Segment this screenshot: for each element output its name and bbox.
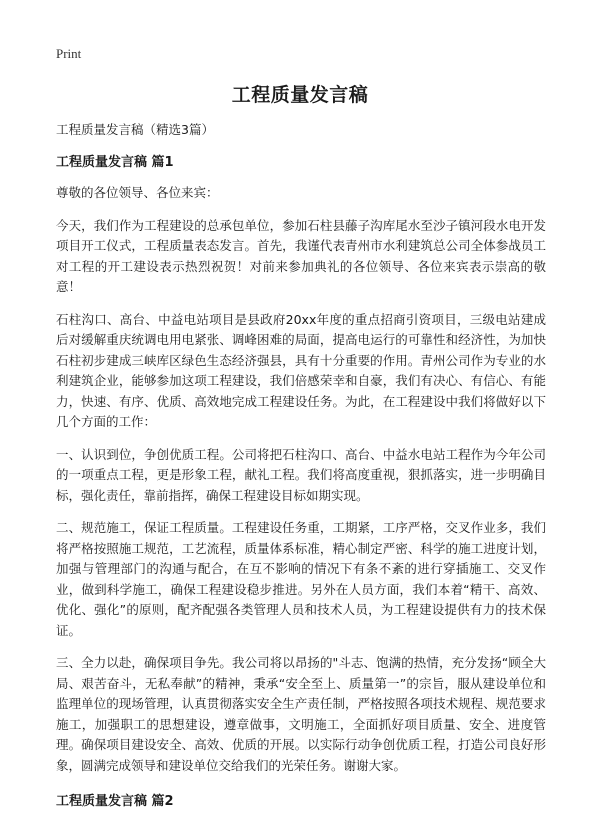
section-heading-2: 工程质量发言稿 篇2	[56, 794, 174, 809]
print-link[interactable]: Print	[56, 46, 82, 61]
paragraph-opening: 今天，我们作为工程建设的总承包单位，参加石柱县藤子沟库尾水至沙子镇河段水电开发项目开工仪式，工程质量表态发言。首先，我谨代表青州市水利建筑总公司全体参战员工对工程的开工建设表示热烈祝贺！对前来参加典礼的各位领导、各位来宾表示崇高的敬意！	[56, 217, 546, 294]
document-title: 工程质量发言稿	[231, 84, 369, 106]
document-body	[56, 120, 546, 823]
paragraph-point-one: 一、认识到位，争创优质工程。公司将把石柱沟口、高台、中益水电站工程作为今年公司的一项重点工程，更是形象工程，献礼工程。我们将高度重视，狠抓落实，进一步明确目标，强化责任，靠前指挥，确保工程建设目标如期实现。	[56, 446, 546, 503]
section-heading-1: 工程质量发言稿 篇1	[56, 154, 174, 170]
paragraph-point-three: 三、全力以赴，确保项目争先。我公司将以昂扬的"斗志、饱满的热情，充分发扬“顾全大局、艰苦奋斗，无私奉献”的精神，秉承“安全至上、质量第一”的宗旨，服从建设单位和监理单位的现场管理，认真贯彻落实安全生产责任制，严格按照各项技术规程、规范要求施工，加强职工的思想建设，遵章做事，文明施工，全面抓好项目质量、安全、进度管理。确保项目建设安全、高效、优质的开展。以实际行动争创优质工程，打造公司良好形象，圆满完成领导和建设单位交给我们的光荣任务。谢谢大家。	[56, 655, 546, 773]
paragraph-point-two: 二、规范施工，保证工程质量。工程建设任务重，工期紧，工序严格，交叉作业多，我们将严格按照施工规范，工艺流程，质量体系标准，精心制定严密、科学的施工进度计划，加强与管理部门的沟通与配合，在互不影响的情况下有条不紊的进行穿插施工、交叉作业，做到科学施工，确保工程建设稳步推进。另外在人员方面，我们本着“精干、高效、优化、强化”的原则，配齐配强各类管理人员和技术人员，为工程建设提供有力的技术保证。	[56, 520, 546, 638]
document-subtitle: 工程质量发言稿（精选3篇）	[56, 122, 214, 137]
greeting: 尊敬的各位领导、各位来宾：	[56, 185, 219, 200]
paragraph-project-background: 石柱沟口、高台、中益电站项目是县政府20xx年度的重点招商引资项目，三级电站建成后对缓解重庆统调电用电紧张、调峰困难的局面，提高电运行的可靠性和经济性，为加快石柱初步建成三峡库区绿色生态经济强县，具有十分重要的作用。青州公司作为专业的水利建筑企业，能够参加这项工程建设，我们倍感荣幸和自豪，我们有决心、有信心、有能力，快速、有序、优质、高效地完成工程建设任务。为此，在工程建设中我们将做好以下几个方面的工作：	[56, 311, 546, 429]
